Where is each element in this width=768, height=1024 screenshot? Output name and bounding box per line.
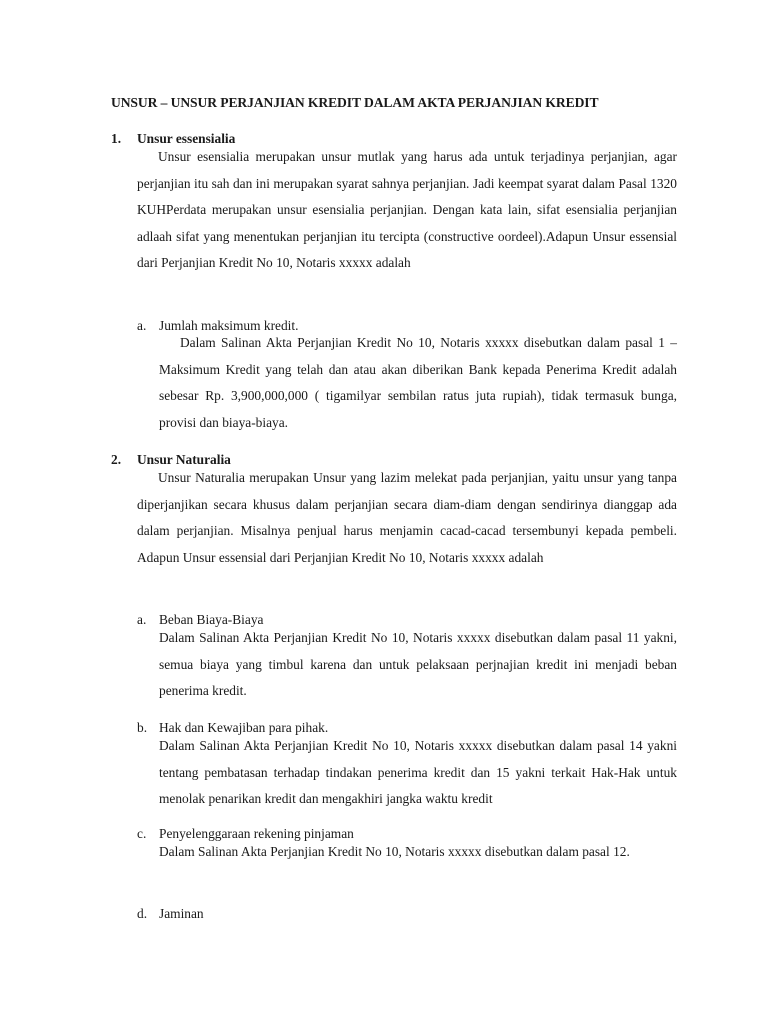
- list-item-letter: a.: [137, 318, 147, 333]
- list-item-paragraph: Dalam Salinan Akta Perjanjian Kredit No 10, Notaris xxxxx disebutkan dalam pasal 14 yakni tentang pembatasan terhadap tindakan penerima kredit dan 15 yakni terkait Hak-Hak untuk menolak penarikan kredit dan mengakhiri jangka waktu kredit: [159, 738, 677, 807]
- section-intro-paragraph: Unsur esensialia merupakan unsur mutlak yang harus ada untuk terjadinya perjanjian, agar perjanjian itu sah dan ini merupakan syarat sahnya perjanjian. Jadi keempat syarat dalam Pasal 1320 KUHPerdata merupakan unsur esensialia perjanjian. Dengan kata lain, sifat esensialia perjanjian adlaah sifat yang menentukan perjanjian itu tercipta (constructive oordeel).Adapun Unsur essensial dari Perjanjian Kredit No 10, Notaris xxxxx adalah: [137, 149, 677, 271]
- list-item-letter: d.: [137, 906, 148, 921]
- list-item-paragraph: Dalam Salinan Akta Perjanjian Kredit No 10, Notaris xxxxx disebutkan dalam pasal 12.: [159, 844, 630, 859]
- section-number: 1.: [111, 131, 122, 146]
- list-item-paragraph: Dalam Salinan Akta Perjanjian Kredit No 10, Notaris xxxxx disebutkan dalam pasal 11 yakni, semua biaya yang timbul karena dan untuk pelaksaan perjnajian kredit ini menjadi beban penerima kredit.: [159, 630, 677, 699]
- list-item-label: a. Beban Biaya-Biaya: [137, 612, 264, 627]
- list-item-letter: c.: [137, 826, 147, 841]
- section-number: 2.: [111, 452, 122, 467]
- document-title: UNSUR – UNSUR PERJANJIAN KREDIT DALAM AKTA PERJANJIAN KREDIT: [111, 95, 599, 110]
- list-item-letter: b.: [137, 720, 148, 735]
- list-item-label: b. Hak dan Kewajiban para pihak.: [137, 720, 329, 735]
- list-item-label: a. Jumlah maksimum kredit.: [137, 318, 299, 333]
- list-item-paragraph: Dalam Salinan Akta Perjanjian Kredit No 10, Notaris xxxxx disebutkan dalam pasal 1 – Maksimum Kredit yang telah dan atau akan diberikan Bank kepada Penerima Kredit adalah sebesar Rp. 3,900,000,000 ( tigamilyar sembilan ratus juta rupiah), tidak termasuk bunga, provisi dan biaya-biaya.: [159, 335, 677, 430]
- section-title: Unsur Naturalia: [137, 452, 231, 467]
- list-item-label: d. Jaminan: [137, 906, 204, 921]
- section-intro-paragraph: Unsur Naturalia merupakan Unsur yang lazim melekat pada perjanjian, yaitu unsur yang tanpa diperjanjikan secara khusus dalam perjanjian secara diam-diam dengan sendirinya dianggap ada dalam perjanjian. Misalnya penjual harus menjamin cacad-cacad tersembunyi kepada pembeli. Adapun Unsur essensial dari Perjanjian Kredit No 10, Notaris xxxxx adalah: [137, 470, 677, 565]
- list-item-label: c. Penyelenggaraan rekening pinjaman: [137, 826, 354, 841]
- list-item-letter: a.: [137, 612, 147, 627]
- section-title: Unsur essensialia: [137, 131, 236, 146]
